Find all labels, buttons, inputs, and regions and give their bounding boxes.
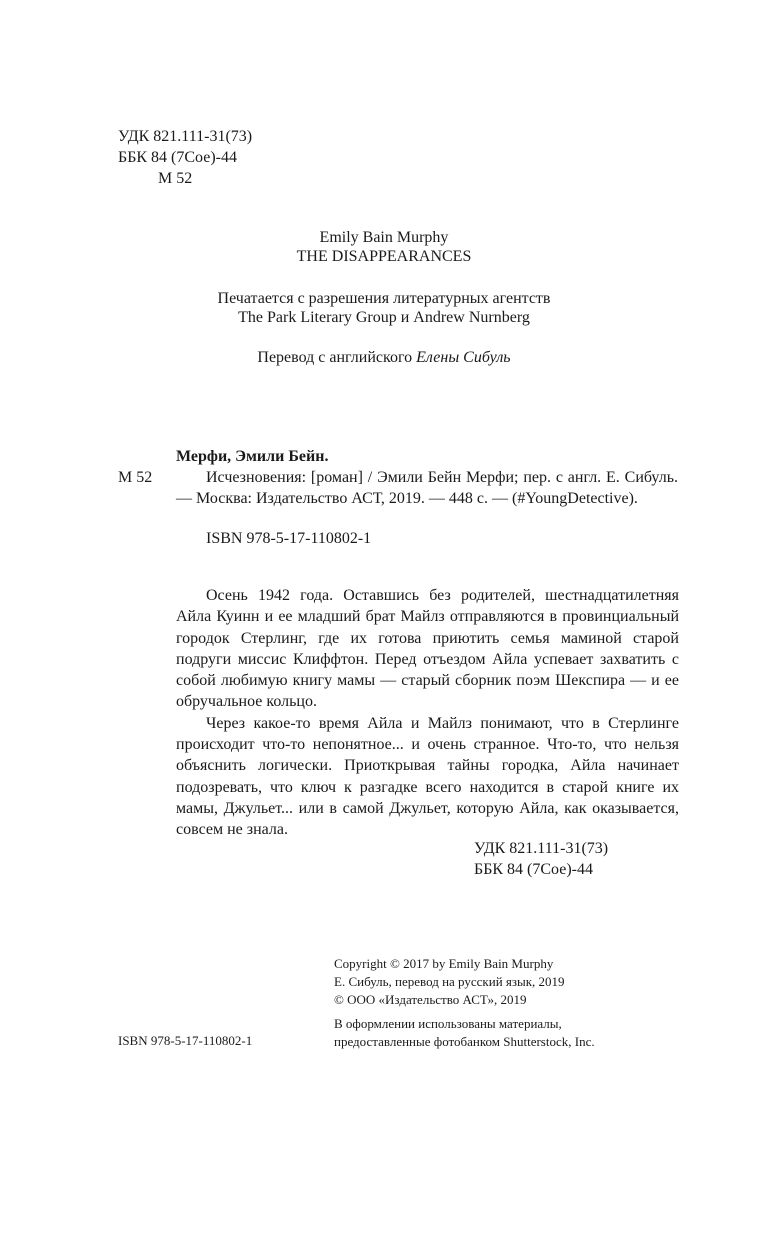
translation-prefix: Перевод с английского <box>257 349 413 366</box>
author-mark: М 52 <box>158 170 193 187</box>
catalog-author-mark: М 52 <box>118 469 153 486</box>
copyright-block <box>334 955 565 1009</box>
annotation-paragraph-2: Через какое-то время Айла и Майлз понимают, что в Стерлинге происходит что-то непонятное... и очень странное. Что-то, что нельзя объяснить логически. Приоткрывая тайны городка, Айла начинает подозревать, что ключ к разгадке всего находится в старой книге их мамы, Джульет... или в самой Джульет, которую Айла, как оказывается, совсем не знала. <box>176 714 679 839</box>
catalog-entry: Исчезновения: [роман] / Эмили Бейн Мерфи; пер. с англ. Е. Сибуль. — Москва: Издательство АСТ, 2019. — 448 с. — (#YoungDetective). <box>176 469 678 507</box>
copyright-line-2: Е. Сибуль, перевод на русский язык, 2019 <box>334 974 565 989</box>
annotation <box>176 585 679 841</box>
catalog-heading: Мерфи, Эмили Бейн. <box>176 448 329 465</box>
image-credit <box>334 1015 595 1051</box>
annotation-paragraph-1: Осень 1942 года. Оставшись без родителей, шестнадцатилетняя Айла Куинн и ее младший брат Майлз отправляются в провинциальный городок Стерлинг, где их готова приютить семья маминой старой подруги миссис Клиффтон. Перед отъездом Айла успевает захватить с собой любимую книгу мамы — старый сборник поэм Шекспира — и ее обручальное кольцо. <box>176 587 679 711</box>
footer-bbk-code: ББК 84 (7Сое)-44 <box>474 861 593 878</box>
bottom-isbn: ISBN 978-5-17-110802-1 <box>118 1033 253 1048</box>
catalog-card <box>176 446 678 549</box>
image-credit-line-1: В оформлении использованы материалы, <box>334 1016 562 1031</box>
footer-classification-codes <box>474 838 608 880</box>
footer-udk-code: УДК 821.111-31(73) <box>474 840 609 857</box>
header-classification-codes <box>118 126 252 189</box>
original-title: THE DISAPPEARANCES <box>296 248 472 265</box>
translation-credit <box>0 348 768 367</box>
bbk-code: ББК 84 (7Сое)-44 <box>118 149 237 166</box>
original-author: Emily Bain Murphy <box>319 229 449 246</box>
image-credit-line-2: предоставленные фотобанком Shutterstock, Inc. <box>334 1034 595 1049</box>
copyright-line-1: Copyright © 2017 by Emily Bain Murphy <box>334 956 554 971</box>
permission-line-1: Печатается с разрешения литературных агентств <box>217 290 551 307</box>
permission-line-2: The Park Literary Group и Andrew Nurnberg <box>238 309 530 326</box>
udk-code: УДК 821.111-31(73) <box>118 128 253 145</box>
copyright-line-3: © ООО «Издательство АСТ», 2019 <box>334 992 527 1007</box>
catalog-isbn: ISBN 978-5-17-110802-1 <box>206 530 372 547</box>
translator-name: Елены Сибуль <box>416 349 511 366</box>
